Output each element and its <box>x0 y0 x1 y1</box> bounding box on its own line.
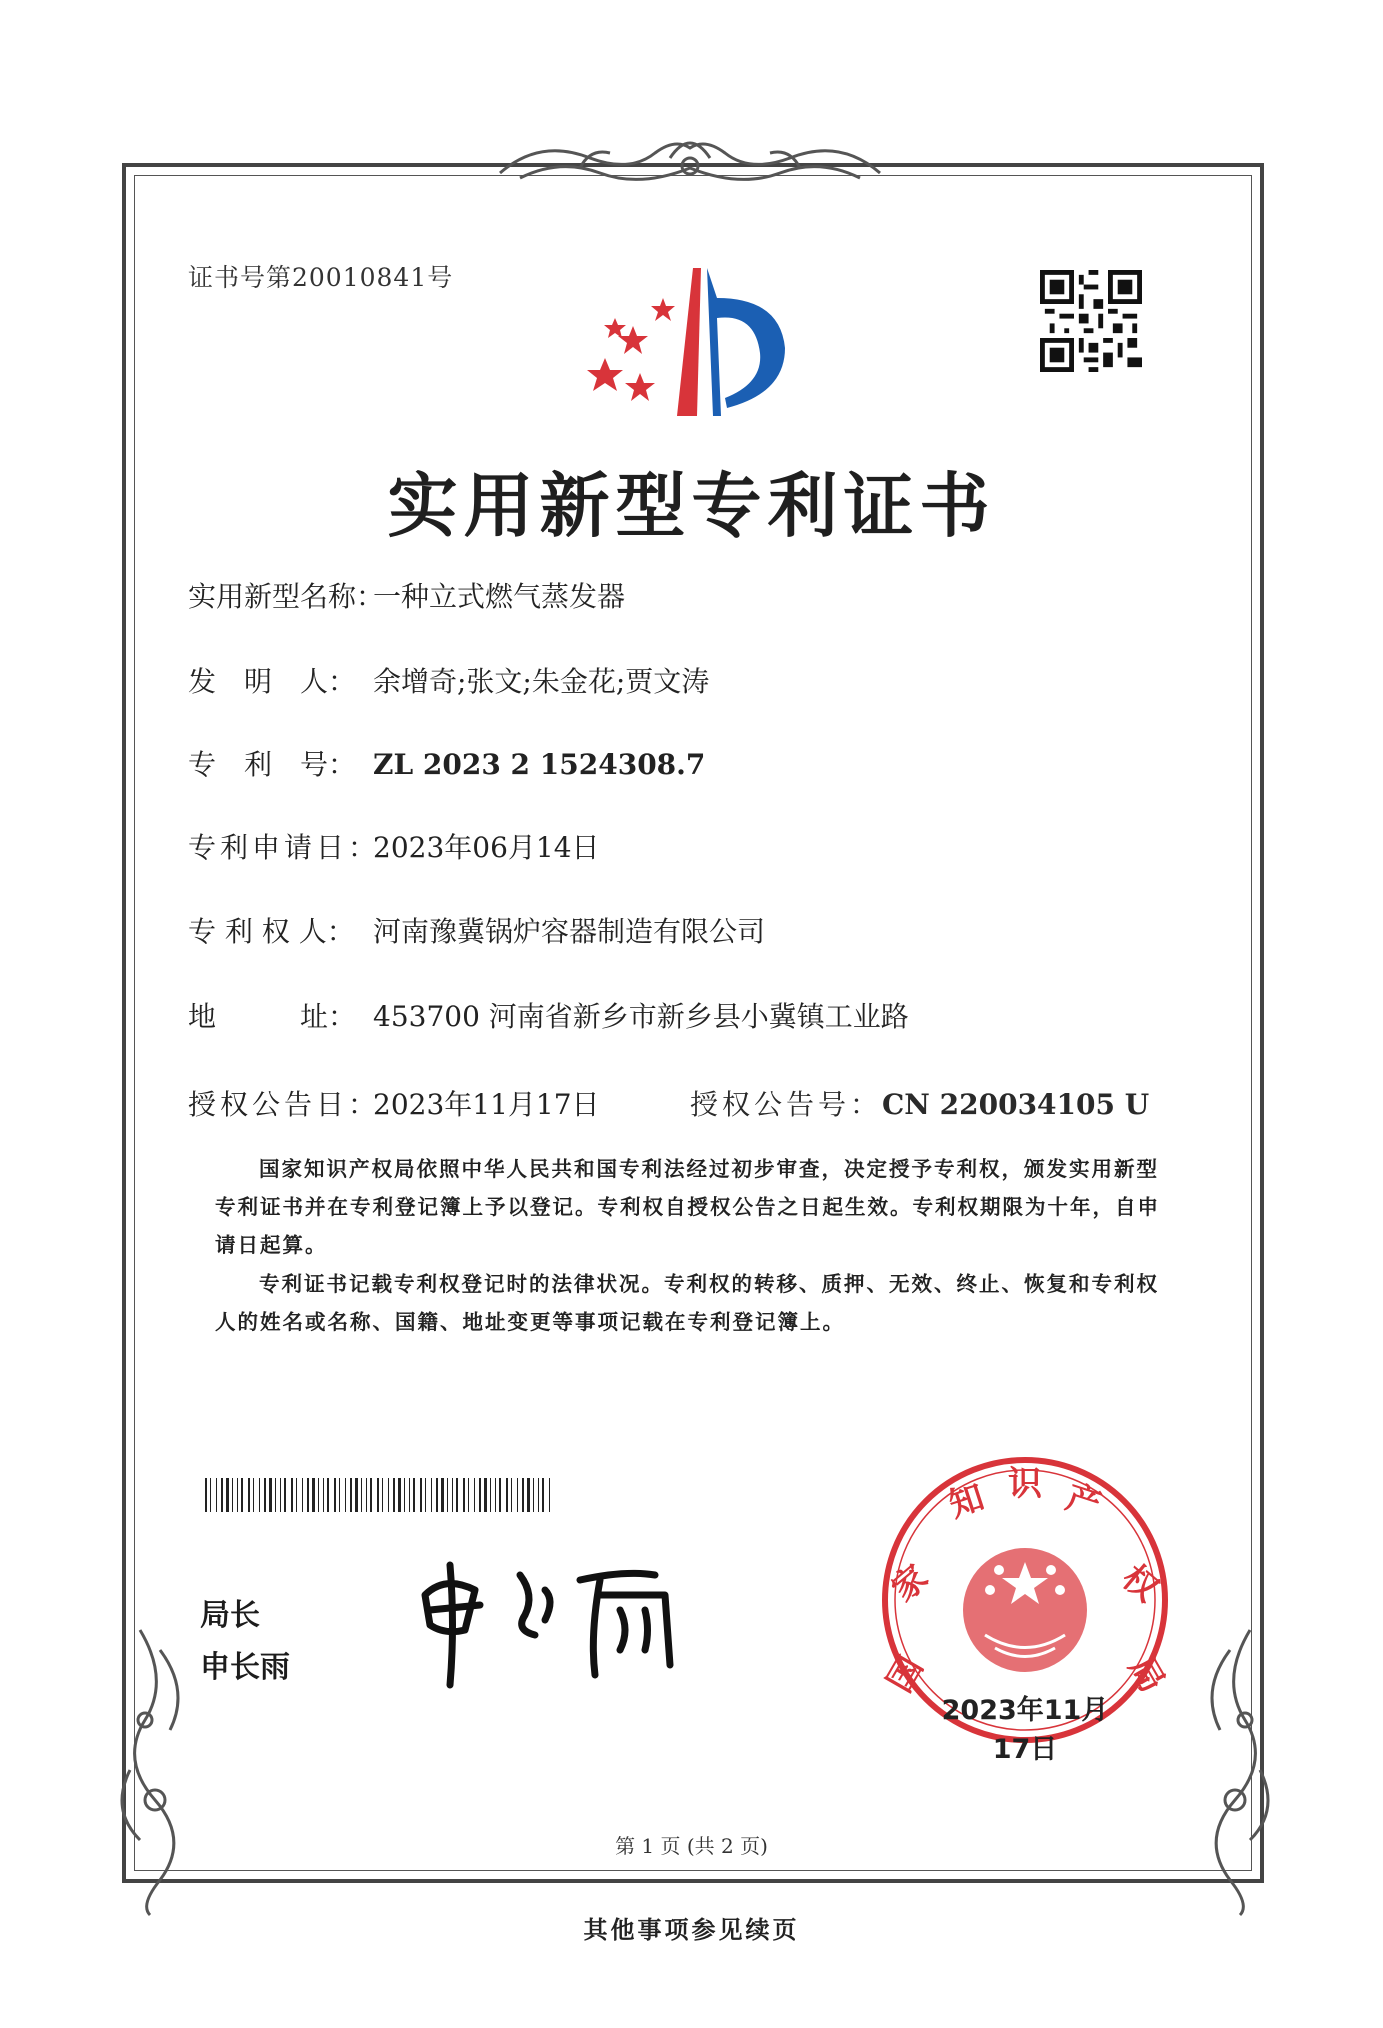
field-label: 授权公告日： <box>188 1088 381 1121</box>
certificate-number: 证书号第20010841号 <box>188 263 454 292</box>
top-ornament-icon <box>480 128 900 198</box>
field-value: 余增奇;张文;朱金花;贾文涛 <box>373 665 710 698</box>
footer-note: 其他事项参见续页 <box>583 1915 800 1944</box>
qr-code-icon <box>1040 270 1142 372</box>
svg-text:国: 国 <box>879 1649 932 1700</box>
svg-text:识: 识 <box>1008 1464 1042 1504</box>
field-value: 2023年11月17日 <box>373 1088 600 1121</box>
field-utility-model-name <box>188 575 625 615</box>
field-value: 一种立式燃气蒸发器 <box>373 580 626 613</box>
seal-date: 2023年11月17日 <box>941 1695 1109 1765</box>
cnipa-logo-icon <box>585 258 800 423</box>
field-label: 专利申请日： <box>188 831 381 864</box>
director-signature-icon <box>405 1535 725 1695</box>
field-grant-date <box>188 1083 600 1123</box>
field-value: ZL 2023 2 1524308.7 <box>373 748 706 781</box>
svg-text:家: 家 <box>884 1557 936 1610</box>
svg-text:权: 权 <box>1114 1557 1166 1610</box>
field-label: 授权公告号： <box>690 1088 883 1121</box>
field-value: CN 220034105 U <box>882 1088 1150 1121</box>
svg-text:局: 局 <box>1120 1649 1173 1700</box>
field-label: 专 利 权 人： <box>188 915 355 948</box>
field-grant-number <box>690 1083 1149 1123</box>
field-label: 专 利 号： <box>188 748 357 781</box>
body-paragraph-2: 专利证书记载专利权登记时的法律状况。专利权的转移、质押、无效、终止、恢复和专利权人的姓名或名称、国籍、地址变更等事项记载在专利登记簿上。 <box>215 1272 1159 1334</box>
director-title: 局长 <box>200 1598 260 1633</box>
field-address <box>188 995 909 1035</box>
director-name: 申长雨 <box>200 1650 290 1685</box>
svg-text:知: 知 <box>944 1477 989 1526</box>
field-value: 河南豫冀锅炉容器制造有限公司 <box>373 915 766 948</box>
field-patentee <box>188 910 765 950</box>
barcode-icon <box>205 1478 550 1512</box>
field-label: 发 明 人： <box>188 665 357 698</box>
certificate-title: 实用新型专利证书 <box>387 465 996 547</box>
field-application-date <box>188 826 600 866</box>
bottom-right-ornament-icon <box>1170 1620 1290 1920</box>
field-label: 实用新型名称： <box>188 580 385 613</box>
field-value: 453700 河南省新乡市新乡县小冀镇工业路 <box>373 1000 909 1033</box>
field-patent-number <box>188 743 705 783</box>
body-paragraph-1: 国家知识产权局依照中华人民共和国专利法经过初步审查，决定授予专利权，颁发实用新型专利证书并在专利登记簿上予以登记。专利权自授权公告之日起生效。专利权期限为十年，自申请日起算。 <box>215 1157 1160 1257</box>
field-label: 地 址： <box>188 1000 357 1033</box>
page-number: 第 1 页 (共 2 页) <box>615 1834 768 1858</box>
svg-text:产: 产 <box>1061 1477 1106 1526</box>
field-value: 2023年06月14日 <box>373 831 600 864</box>
field-inventor <box>188 660 709 700</box>
